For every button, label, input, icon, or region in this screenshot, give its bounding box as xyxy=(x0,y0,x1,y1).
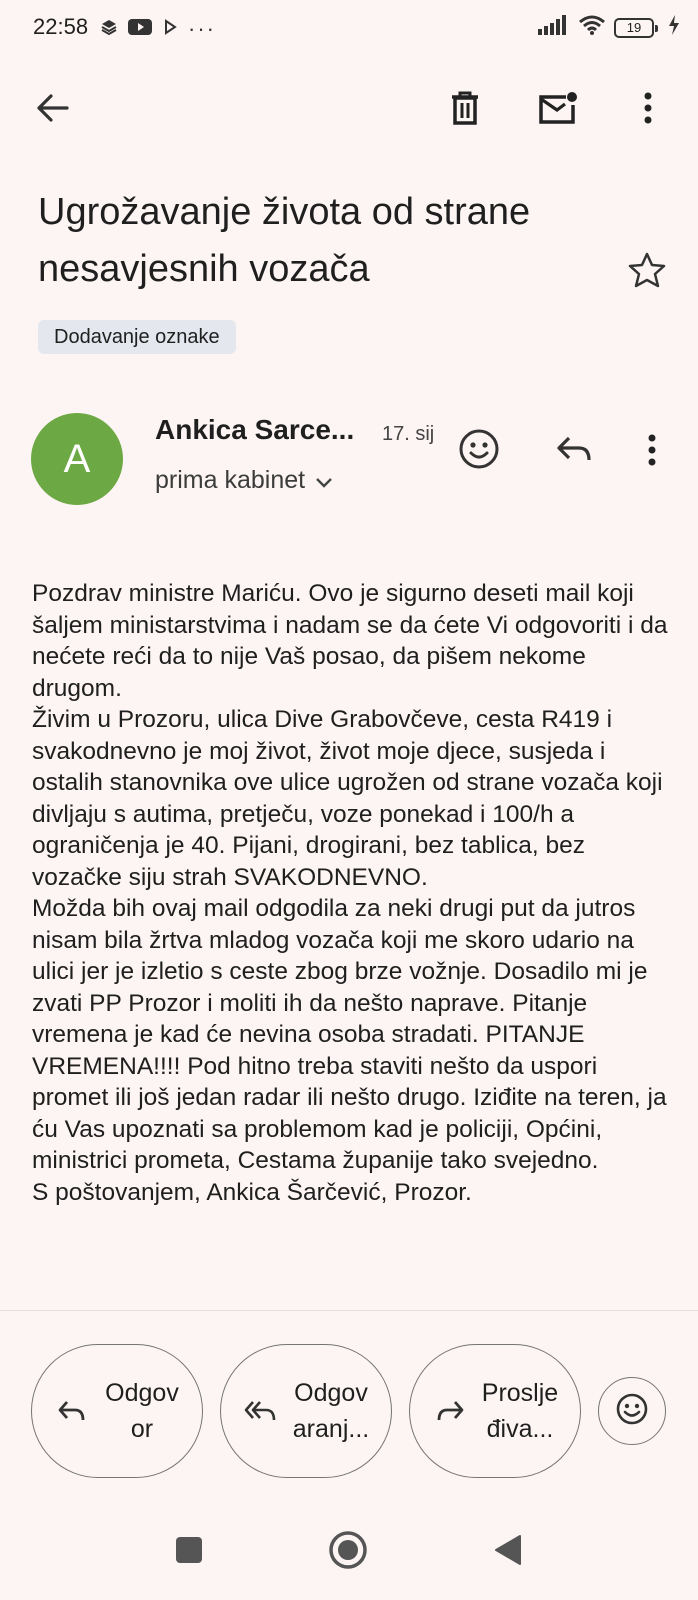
forward-icon xyxy=(424,1399,476,1423)
star-icon[interactable] xyxy=(628,252,666,293)
charging-icon xyxy=(668,15,680,40)
sender-date: 17. sij xyxy=(382,423,435,445)
add-label-chip[interactable]: Dodavanje oznake xyxy=(38,320,236,354)
trash-icon[interactable] xyxy=(441,84,489,132)
divider xyxy=(0,1310,698,1311)
reply-icon[interactable] xyxy=(555,434,593,469)
reply-icon xyxy=(46,1399,98,1423)
more-dots-icon: ··· xyxy=(188,16,216,41)
forward-label-line1: Proslje xyxy=(481,1379,559,1407)
back-nav-icon[interactable] xyxy=(488,1530,528,1570)
forward-button[interactable] xyxy=(409,1344,581,1478)
status-time: 22:58 xyxy=(33,14,89,39)
more-vert-icon[interactable] xyxy=(624,84,672,132)
reply-all-label-line1: Odgov xyxy=(294,1379,368,1407)
recipient-details[interactable] xyxy=(155,466,333,495)
message-more-icon[interactable] xyxy=(648,434,656,471)
status-icons-left xyxy=(100,16,216,42)
mail-unread-icon[interactable] xyxy=(534,84,582,132)
chevron-down-icon xyxy=(315,466,333,495)
recents-nav-icon[interactable] xyxy=(169,1530,209,1570)
emoji-react-icon[interactable] xyxy=(458,428,500,475)
back-arrow-icon[interactable] xyxy=(28,84,76,132)
sender-name[interactable]: Ankica Sarce... xyxy=(155,414,355,445)
reply-button[interactable] xyxy=(31,1344,203,1478)
reply-all-icon xyxy=(235,1399,287,1423)
emoji-reaction-button[interactable] xyxy=(598,1377,666,1445)
battery-icon: 19 xyxy=(614,18,654,38)
reply-all-button[interactable] xyxy=(220,1344,392,1478)
smiley-icon xyxy=(615,1392,649,1431)
forward-label-line2: điva... xyxy=(486,1415,554,1443)
home-nav-icon[interactable] xyxy=(328,1530,368,1570)
layers-icon xyxy=(100,18,118,41)
status-icons-right xyxy=(538,14,680,41)
play-icon xyxy=(162,19,178,40)
email-body: Pozdrav ministre Mariću. Ovo je sigurno deseti mail koji šaljem ministarstvima i nadam se da ćete Vi odgovoriti i da nećete reći da to nije Vaš posao, da pišem nekome drugom. Živim u Prozoru, ulica Dive Grabovčeve, cesta R419 i svakodnevno je moj život, život moje djece, susjeda i ostalih stanovnika ove ulice ugrožen od strane vozača koji divljaju s autima, pretječu, voze ponekad i 100/h a ograničenja je 40. Pijani, drogirani, bez tablica, bez vozačke siju strah SVAKODNEVNO. Možda bih ovaj mail odgodila za neki drugi put da jutros nisam bila žrtva mladog vozača koji me skoro udario na ulici jer je izletio s ceste zbog brze vožnje. Dosadilo mi je zvati PP Prozor i moliti ih da nešto naprave. Pitanje vremena je kad će nevina osoba stradati. PITANJE VREMENA!!!! Pod hitno treba staviti nešto da uspori promet ili još jedan radar ili nešto drugo. Iziđite na teren, ja ću Vas upoznati sa problemom kad je policiji, Općini, ministrici prometa, Cestama županije tako svejedno. S poštovanjem, Ankica Šarčević, Prozor. xyxy=(32,580,668,1206)
recipient-label: prima kabinet xyxy=(155,466,306,494)
wifi-icon xyxy=(578,14,606,41)
youtube-icon xyxy=(128,18,152,41)
reply-label-line1: Odgov xyxy=(105,1379,179,1407)
avatar[interactable]: A xyxy=(31,413,123,505)
email-subject: Ugrožavanje života od strane nesavjesnih vozača xyxy=(38,191,531,290)
reply-all-label-line2: aranj... xyxy=(292,1415,370,1443)
signal-icon xyxy=(538,15,570,40)
reply-label-line2: or xyxy=(130,1415,154,1443)
